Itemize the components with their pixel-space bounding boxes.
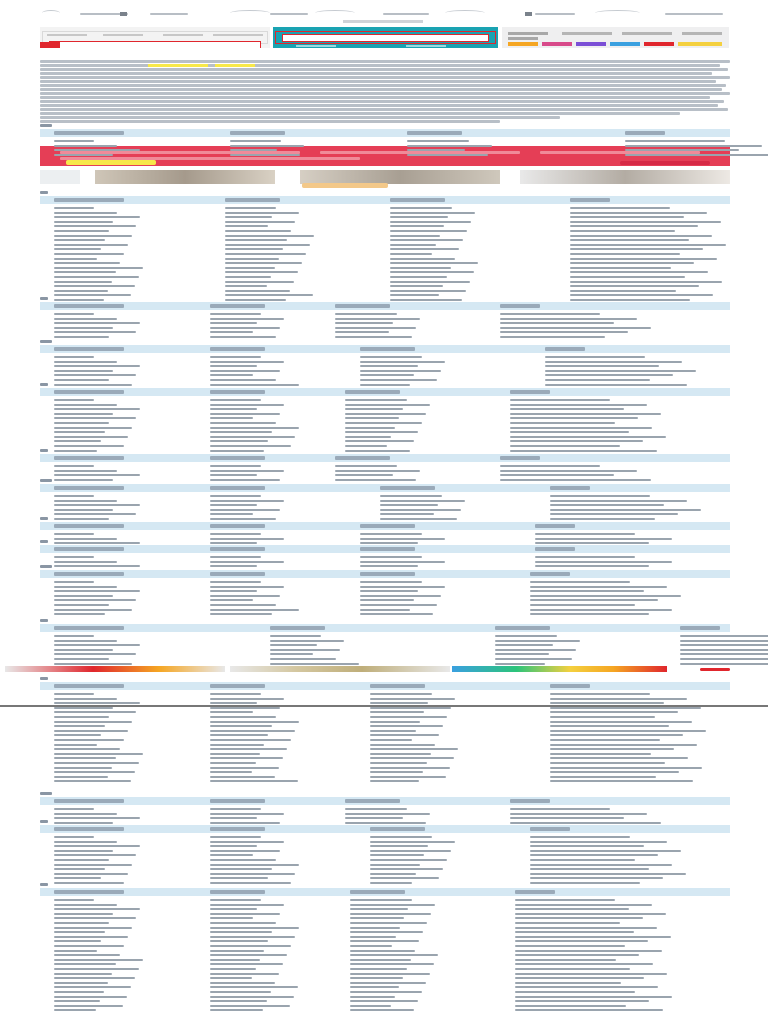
banner-card[interactable] — [40, 27, 270, 48]
column-header[interactable] — [54, 304, 124, 308]
column-header[interactable] — [210, 827, 265, 831]
column-header[interactable] — [225, 198, 280, 202]
strip-accent — [700, 668, 730, 671]
table-cell — [535, 565, 649, 567]
column-header[interactable] — [54, 347, 124, 351]
table-cell — [54, 518, 109, 520]
table-header — [40, 454, 730, 462]
column-header[interactable] — [530, 827, 570, 831]
column-header[interactable] — [210, 684, 265, 688]
column-header[interactable] — [360, 524, 415, 528]
column-header[interactable] — [550, 684, 590, 688]
column-header[interactable] — [54, 799, 124, 803]
table-cell — [335, 336, 412, 338]
intro-line — [40, 112, 680, 115]
table-cell — [210, 450, 264, 452]
table-cell — [500, 479, 651, 481]
column-header[interactable] — [360, 572, 415, 576]
table-cell — [54, 565, 140, 567]
table-cell — [510, 822, 661, 824]
table-title — [40, 565, 52, 568]
column-header[interactable] — [54, 456, 124, 460]
banner-card[interactable] — [502, 27, 729, 48]
table-title — [40, 540, 48, 543]
column-header[interactable] — [545, 347, 585, 351]
table-cell — [210, 613, 272, 615]
table-cell — [54, 542, 140, 544]
intro-line — [40, 84, 726, 87]
table-title — [40, 883, 48, 886]
table-header — [40, 129, 730, 137]
legend-item — [296, 45, 336, 47]
legend-item — [213, 34, 263, 36]
intro-line — [40, 100, 724, 103]
table-title — [40, 619, 48, 622]
table-cell — [360, 542, 418, 544]
column-header[interactable] — [370, 827, 425, 831]
table-cell — [54, 663, 132, 665]
photo — [520, 170, 730, 184]
column-header[interactable] — [370, 684, 425, 688]
table-cell — [210, 780, 298, 782]
table-title — [40, 517, 48, 520]
column-header[interactable] — [345, 390, 400, 394]
column-header[interactable] — [335, 456, 390, 460]
intro-line — [40, 68, 728, 71]
column-header[interactable] — [390, 198, 445, 202]
intro-line — [40, 64, 720, 67]
column-header[interactable] — [360, 547, 415, 551]
table-cell — [345, 450, 410, 452]
table-title — [40, 820, 48, 823]
column-header[interactable] — [360, 347, 415, 351]
column-header[interactable] — [210, 456, 265, 460]
column-header[interactable] — [54, 827, 124, 831]
highlighted-phrase — [215, 64, 255, 67]
column-header[interactable] — [345, 799, 400, 803]
table-cell — [270, 663, 359, 665]
table-cell — [335, 479, 416, 481]
table-row[interactable] — [40, 778, 730, 783]
table-row[interactable] — [40, 334, 730, 339]
table-cell — [370, 882, 412, 884]
table-cell — [210, 882, 291, 884]
subnav-pill[interactable] — [343, 20, 423, 23]
divider — [0, 705, 768, 707]
mini-chart — [282, 34, 489, 42]
column-header[interactable] — [515, 890, 555, 894]
column-header[interactable] — [535, 524, 575, 528]
column-header[interactable] — [550, 486, 590, 490]
column-header[interactable] — [210, 799, 265, 803]
column-header[interactable] — [510, 390, 550, 394]
table-header — [40, 545, 730, 553]
column-header[interactable] — [230, 131, 285, 135]
intro-line — [40, 104, 718, 107]
column-header[interactable] — [335, 304, 390, 308]
table-header — [40, 484, 730, 492]
table-cell — [550, 518, 655, 520]
column-header[interactable] — [210, 890, 265, 894]
column-header[interactable] — [54, 131, 124, 135]
column-header[interactable] — [500, 304, 540, 308]
column-header[interactable] — [380, 486, 435, 490]
photo — [40, 170, 80, 184]
table-cell — [210, 542, 257, 544]
banner-card[interactable] — [273, 27, 498, 48]
color-strip — [230, 666, 450, 672]
legend-item — [163, 34, 203, 36]
table-header — [40, 388, 730, 396]
color-strip — [5, 666, 225, 672]
nav-item[interactable] — [40, 10, 62, 19]
promo-chip[interactable] — [66, 160, 156, 165]
nav-item[interactable] — [665, 10, 725, 19]
table-title — [40, 124, 52, 127]
table-cell — [54, 1009, 96, 1011]
column-header[interactable] — [407, 131, 462, 135]
table-header — [40, 682, 730, 690]
intro-line — [40, 88, 722, 91]
column-header[interactable] — [210, 347, 265, 351]
table-cell — [390, 299, 462, 301]
table-header — [40, 624, 730, 632]
table-cell — [210, 518, 276, 520]
table-cell — [230, 154, 300, 156]
mini-chart — [49, 41, 261, 48]
nav-item[interactable] — [595, 10, 640, 19]
table-cell — [350, 1009, 414, 1011]
top-navigation — [40, 10, 730, 19]
table-cell — [225, 299, 286, 301]
column-header[interactable] — [210, 572, 265, 576]
intro-line — [40, 60, 730, 63]
table-row[interactable] — [40, 661, 730, 666]
table-cell — [550, 780, 693, 782]
column-header[interactable] — [510, 799, 550, 803]
column-header[interactable] — [535, 547, 575, 551]
table-cell — [54, 336, 109, 338]
column-header[interactable] — [270, 626, 325, 630]
table-title — [40, 297, 48, 300]
table-header — [40, 302, 730, 310]
nav-item[interactable] — [383, 10, 433, 19]
nav-item[interactable] — [120, 10, 130, 19]
table-row[interactable] — [40, 611, 730, 616]
nav-item[interactable] — [230, 10, 270, 19]
table-row[interactable] — [40, 563, 730, 568]
table-cell — [500, 336, 605, 338]
table-row[interactable] — [40, 477, 730, 482]
column-header[interactable] — [210, 390, 265, 394]
table-cell — [345, 822, 426, 824]
table-title — [40, 340, 52, 343]
column-header[interactable] — [210, 547, 265, 551]
legend-item — [103, 34, 143, 36]
nav-item[interactable] — [150, 10, 190, 19]
column-header[interactable] — [54, 198, 124, 202]
table-header — [40, 797, 730, 805]
nav-item[interactable] — [525, 10, 575, 19]
table-cell — [515, 1009, 663, 1011]
table-row[interactable] — [40, 152, 730, 157]
table-cell — [530, 882, 640, 884]
table-cell — [407, 154, 488, 156]
table-cell — [54, 299, 104, 301]
table-row[interactable] — [40, 1007, 730, 1012]
column-header[interactable] — [625, 131, 665, 135]
photo-caption — [302, 183, 388, 188]
intro-line — [40, 120, 500, 123]
table-title — [40, 449, 48, 452]
table-cell — [680, 663, 768, 665]
table-cell — [210, 479, 280, 481]
table-row[interactable] — [40, 880, 730, 885]
table-cell — [510, 450, 657, 452]
table-header — [40, 196, 730, 204]
column-header[interactable] — [54, 684, 124, 688]
banner-accent — [40, 42, 60, 48]
photo — [95, 170, 275, 184]
column-header[interactable] — [495, 626, 550, 630]
table-title — [40, 191, 48, 194]
intro-line — [40, 76, 730, 79]
table-header — [40, 888, 730, 896]
table-cell — [360, 565, 418, 567]
table-cell — [54, 613, 105, 615]
table-cell — [625, 154, 768, 156]
intro-line — [40, 80, 716, 83]
nav-item[interactable] — [270, 10, 310, 19]
table-cell — [495, 663, 545, 665]
table-cell — [54, 450, 97, 452]
column-header[interactable] — [210, 486, 265, 490]
column-header[interactable] — [54, 890, 124, 894]
column-header[interactable] — [54, 547, 124, 551]
table-cell — [530, 613, 649, 615]
table-cell — [570, 299, 690, 301]
column-header[interactable] — [680, 626, 720, 630]
table-cell — [370, 780, 419, 782]
table-header — [40, 522, 730, 530]
table-cell — [54, 479, 113, 481]
color-strip — [452, 666, 667, 672]
table-cell — [210, 336, 276, 338]
column-header[interactable] — [54, 626, 124, 630]
table-title — [40, 479, 52, 482]
table-title — [40, 383, 48, 386]
table-cell — [54, 882, 124, 884]
column-header[interactable] — [54, 390, 124, 394]
table-cell — [535, 542, 649, 544]
table-cell — [54, 780, 131, 782]
nav-item[interactable] — [445, 10, 485, 19]
nav-item[interactable] — [315, 10, 355, 19]
intro-line — [40, 116, 560, 119]
table-header — [40, 345, 730, 353]
table-cell — [360, 613, 433, 615]
table-cell — [54, 154, 113, 156]
promo-button[interactable] — [620, 161, 710, 165]
table-cell — [210, 1009, 263, 1011]
table-cell — [54, 822, 113, 824]
column-header[interactable] — [210, 304, 265, 308]
photo — [300, 170, 500, 184]
intro-line — [40, 96, 710, 99]
column-header[interactable] — [570, 198, 610, 202]
legend-item — [47, 34, 87, 36]
column-header[interactable] — [530, 572, 570, 576]
intro-line — [40, 92, 730, 95]
intro-line — [40, 108, 728, 111]
highlighted-phrase — [148, 64, 208, 67]
column-header[interactable] — [54, 486, 124, 490]
table-row[interactable] — [40, 448, 730, 453]
table-header — [40, 825, 730, 833]
table-cell — [210, 822, 280, 824]
legend-item — [406, 45, 446, 47]
table-header — [40, 570, 730, 578]
table-title — [40, 792, 52, 795]
table-row[interactable] — [40, 516, 730, 521]
column-header[interactable] — [210, 524, 265, 528]
column-header[interactable] — [54, 524, 124, 528]
column-header[interactable] — [54, 572, 124, 576]
table-cell — [210, 565, 257, 567]
column-header[interactable] — [350, 890, 405, 894]
column-header[interactable] — [500, 456, 540, 460]
table-cell — [380, 518, 457, 520]
table-title — [40, 677, 48, 680]
intro-line — [40, 72, 712, 75]
